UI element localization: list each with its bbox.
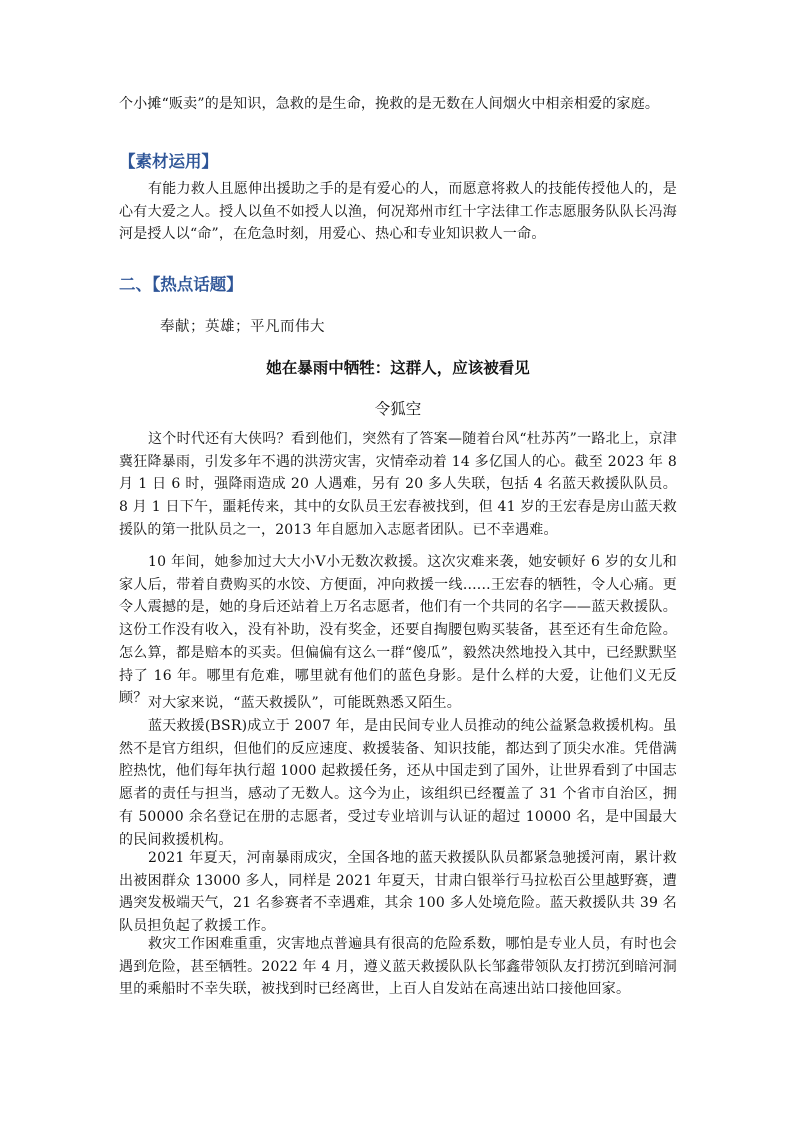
article-paragraph-3: 对大家来说，“蓝天救援队”，可能既熟悉又陌生。 (148, 695, 461, 711)
article-title: 她在暴雨中牺牲：这群人，应该被看见 (266, 359, 530, 377)
article-paragraph-5: 2021 年夏天，河南暴雨成灾，全国各地的蓝天救援队队员都紧急驰援河南，累计救出被困群众 13000 多人，同样是 2021 年夏天，甘肃白银举行马拉松百公里越野赛，遭遇突发极端天气，21 名参赛者不幸遇难，其余 100 多人处境危险。蓝天救援队共 39 名队员担负起了救援工作。 (119, 850, 677, 935)
article-author: 令狐空 (374, 400, 422, 418)
article-paragraph-4: 蓝天救援(BSR)成立于 2007 年，是由民间专业人员推动的纯公益紧急救援机构。虽然不是官方组织，但他们的反应速度、救援装备、知识技能，都达到了顶尖水准。凭借满腔热忱，他们每年执行超 1000 起救援任务，还从中国走到了国外，让世界看到了中国志愿者的责任与担当，感动了无数人。这今为止，该组织已经覆盖了 31 个省市自治区，拥有 50000 余名登记在册的志愿者，受过专业培训与认证的超过 10000 名，是中国最大的民间救援机构。 (119, 718, 677, 848)
keywords-line: 奉献；英雄；平凡而伟大 (160, 319, 325, 335)
article-paragraph-2: 10 年间，她参加过大大小Ⅴ小无数次救援。这次灾难来袭，她安顿好 6 岁的女儿和家人后，带着自费购买的水饺、方便面，冲向救援一线......王宏春的牺牲，令人心痛。更令人震撼的是，她的身后还站着上万名志愿者，他们有一个共同的名字——蓝天救援队。这份工作没有收入，没有补助，没有奖金，还要自掏腰包购买装备，甚至还有生命危险。怎么算，都是赔本的买卖。但偏偏有这么一群“傻瓜”，毅然决然地投入其中，已经默默坚持了 16 年。哪里有危难，哪里就有他们的蓝色身影。是什么样的大爱，让他们义无反顾？ (119, 554, 677, 707)
article-paragraph-6: 救灾工作困难重重，灾害地点普遍具有很高的危险系数，哪怕是专业人员，有时也会遇到危险，甚至牺牲。2022 年 4 月，遵义蓝天救援队队长邹鑫带领队友打捞沉到暗河洞里的乘船时不幸失联，被找到时已经离世，上百人自发站在高速出站口接他回家。 (119, 936, 677, 998)
intro-paragraph: 个小摊“贩卖”的是知识，急救的是生命，挽救的是无数在人间烟火中相亲相爱的家庭。 (119, 96, 660, 112)
material-paragraph: 有能力救人且愿伸出援助之手的是有爱心的人，而愿意将救人的技能传授他人的，是心有大爱之人。授人以鱼不如授人以渔，何况郑州市红十字法律工作志愿服务队队长冯海河是授人以“命”，在危急时刻，用爱心、热心和专业知识救人一命。 (119, 181, 677, 243)
material-heading: 【素材运用】 (119, 152, 218, 171)
article-paragraph-1: 这个时代还有大侠吗？看到他们，突然有了答案—随着台风“杜苏芮”一路北上，京津冀狂降暴雨，引发多年不遇的洪涝灾害，灾情牵动着 14 多亿国人的心。截至 2023 年 8 月 1 日 6 时，强降雨造成 20 人遇难，另有 20 多人失联，包括 4 名蓝天救援队队员。8 月 1 日下午，噩耗传来，其中的女队员王宏春被找到，但 41 岁的王宏春是房山蓝天救援队的第一批队员之一，2013 年自愿加入志愿者团队。已不幸遇难。 (119, 431, 677, 538)
section2-heading: 二、【热点话题】 (119, 275, 243, 294)
